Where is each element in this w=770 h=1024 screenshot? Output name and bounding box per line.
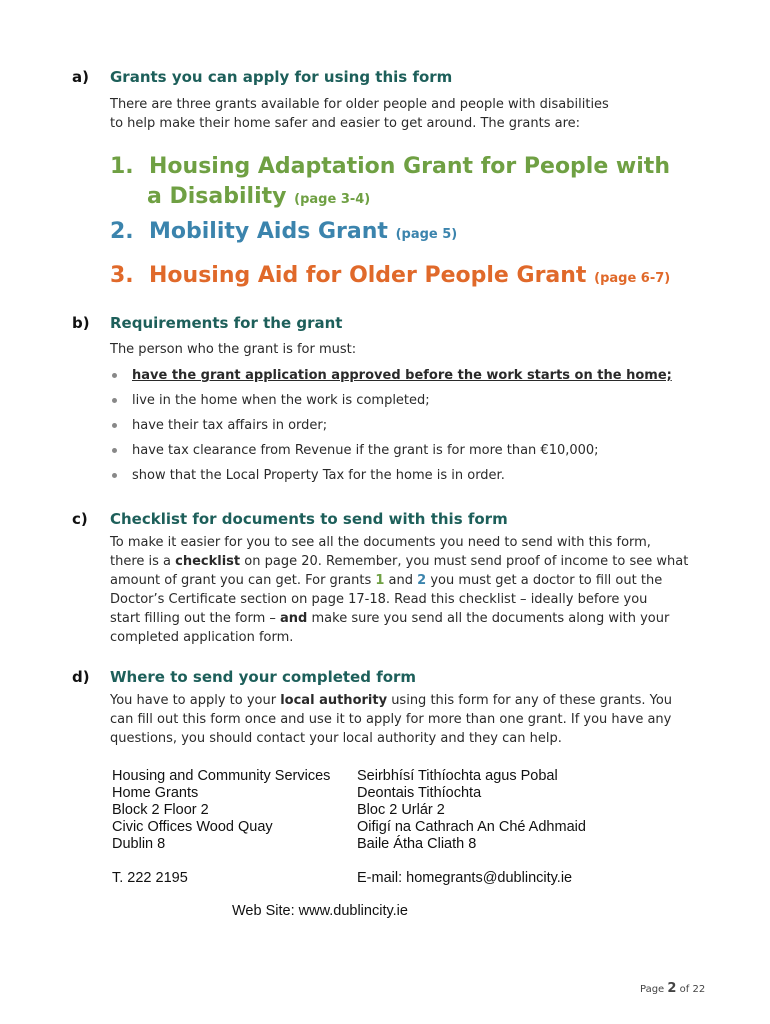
section-c-letter: c) xyxy=(72,510,88,528)
phone-number: T. 222 2195 xyxy=(112,870,188,886)
grant-3: 3. Housing Aid for Older People Grant (page 6-7) xyxy=(110,263,671,288)
section-d-body: You have to apply to your local authority using this form for any of these grants. You can fill out this form once and use it to apply for more than one grant. If you have any questions, you should contact your local authority and they can help. xyxy=(110,693,673,746)
address-irish: Seirbhísí Tithíochta agus Pobal Deontais Tithíochta Bloc 2 Urlár 2 Oifigí na Cathrach An Ché Adhmaid Baile Átha Cliath 8 xyxy=(357,768,586,852)
section-b-heading: Requirements for the grant xyxy=(110,314,343,332)
section-a-heading: Grants you can apply for using this form xyxy=(110,68,453,86)
requirements-list xyxy=(110,366,672,491)
section-d-letter: d) xyxy=(72,668,90,686)
website-link[interactable]: Web Site: www.dublincity.ie xyxy=(232,903,408,919)
address-english: Housing and Community Services Home Grants Block 2 Floor 2 Civic Offices Wood Quay Dublin 8 xyxy=(112,768,331,852)
section-a-letter: a) xyxy=(72,68,89,86)
email-address[interactable]: E-mail: homegrants@dublincity.ie xyxy=(357,870,573,886)
section-c-heading: Checklist for documents to send with this form xyxy=(110,510,508,528)
list-item: have tax clearance from Revenue if the grant is for more than €10,000; xyxy=(110,441,672,466)
grant-2: 2. Mobility Aids Grant (page 5) xyxy=(110,219,458,244)
section-c-body: To make it easier for you to see all the documents you need to send with this form, there is a checklist on page 20. Remember, you must send proof of income to see what amount of grant you can get. For grants 1 and 2 you must get a doctor to fill out the Doctor’s Certificate section on page 17-18. Read this checklist – ideally before you start filling out the form – and make sure you send all the documents along with your completed application form. xyxy=(110,535,689,645)
section-a-intro: There are three grants available for older people and people with disabilities to help make their home safer and easier to get around. The grants are: xyxy=(110,97,609,131)
grant-1: 1. Housing Adaptation Grant for People with a Disability (page 3-4) xyxy=(110,154,670,209)
page-number: Page 2 of 22 xyxy=(640,981,706,996)
list-item: have the grant application approved before the work starts on the home; xyxy=(110,366,672,391)
list-item: have their tax affairs in order; xyxy=(110,416,672,441)
section-d-heading: Where to send your completed form xyxy=(110,668,417,686)
list-item: live in the home when the work is completed; xyxy=(110,391,672,416)
section-b-letter: b) xyxy=(72,314,90,332)
list-item: show that the Local Property Tax for the home is in order. xyxy=(110,466,672,491)
section-b-intro: The person who the grant is for must: xyxy=(110,342,357,357)
